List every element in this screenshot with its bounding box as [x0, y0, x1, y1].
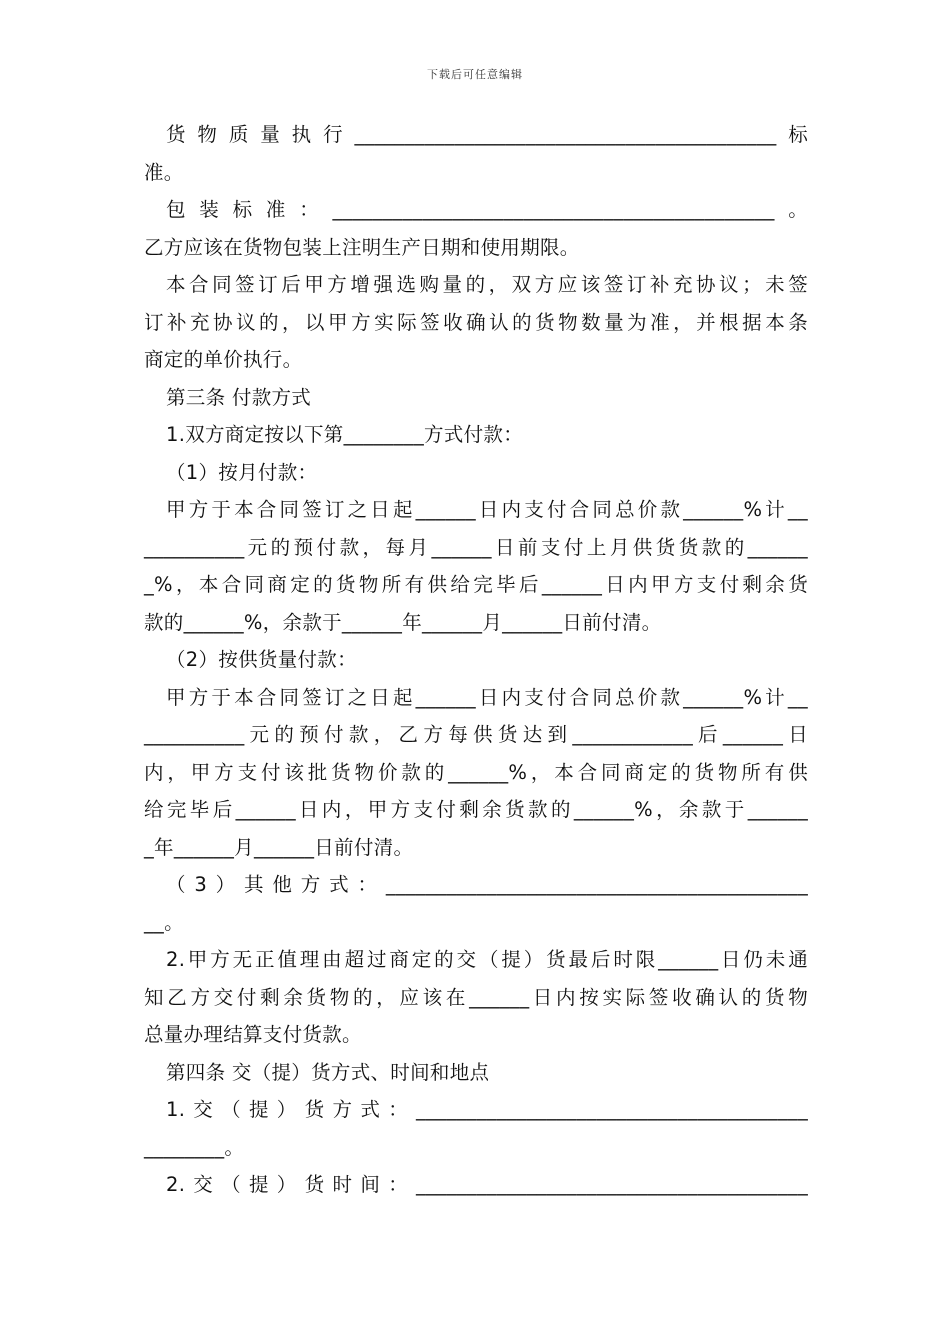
document-line: 知乙方交付剩余货物的，应该在______日内按实际签收确认的货物	[144, 985, 808, 1009]
document-line: 商定的单价执行。	[144, 348, 303, 371]
document-line: 本合同签订后甲方增强选购量的，双方应该签订补充协议；未签	[166, 273, 808, 296]
document-line: 甲方于本合同签订之日起______日内支付合同总价款______%计__	[166, 498, 808, 521]
document-line: 款的______%，余款于______年______月______日前付清。	[144, 610, 662, 634]
document-line: 内，甲方支付该批货物价款的______%，本合同商定的货物所有供	[144, 760, 808, 784]
document-line: 订补充协议的，以甲方实际签收确认的货物数量为准，并根据本条	[144, 310, 808, 334]
document-line: _%，本合同商定的货物所有供给完毕后______日内甲方支付剩余货	[144, 573, 808, 596]
document-body	[144, 116, 808, 1204]
document-line: 乙方应该在货物包装上注明生产日期和使用期限。	[144, 235, 580, 259]
document-line: （2）按供货量付款：	[166, 648, 357, 671]
document-line: 1.交（提）货方式：_______________________________________	[166, 1098, 808, 1121]
page-header: 下载后可任意编辑	[427, 68, 523, 81]
document-line: 第三条 付款方式	[166, 385, 312, 409]
document-line: 给完毕后______日内，甲方支付剩余货款的______%，余款于______	[144, 798, 808, 821]
document-line: （3）其他方式：__________________________________________	[166, 873, 808, 896]
document-line: 货物质量执行__________________________________________标	[166, 123, 808, 146]
document-line: __。	[144, 910, 184, 934]
document-line: __________元的预付款，乙方每供货达到____________后______日	[144, 723, 808, 746]
document-line: ________。	[144, 1135, 245, 1159]
document-line: 2.交（提）货时间：_______________________________________	[166, 1173, 808, 1196]
document-line: 包装标准：____________________________________________。	[166, 198, 808, 221]
document-line: __________元的预付款，每月______日前支付上月供货货款的______	[144, 535, 808, 559]
document-line: 甲方于本合同签订之日起______日内支付合同总价款______%计__	[166, 685, 808, 709]
document-line: 准。	[144, 160, 184, 184]
document-line: 2.甲方无正值理由超过商定的交（提）货最后时限______日仍未通	[166, 948, 808, 971]
document-line: （1）按月付款：	[166, 460, 318, 484]
document-line: 第四条 交（提）货方式、时间和地点	[166, 1060, 490, 1084]
document-line: 1.双方商定按以下第________方式付款：	[166, 423, 524, 446]
document-line: 总量办理结算支付货款。	[144, 1023, 362, 1046]
document-line: _年______月______日前付清。	[144, 835, 414, 859]
